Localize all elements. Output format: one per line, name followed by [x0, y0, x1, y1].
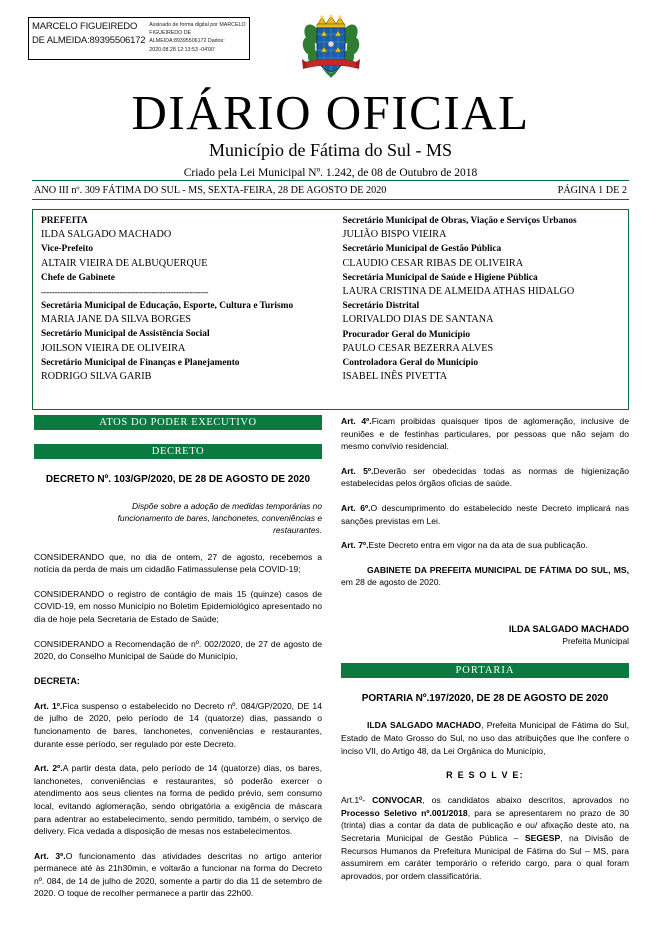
- decreto-artigo: [341, 539, 629, 552]
- decreto-considerando: CONSIDERANDO que, no dia de ontem, 27 de agosto, recebemos a notícia da perda de mais um cidadão Fatimassulense pela COVID-19;: [34, 551, 322, 575]
- section-banner-atos: ATOS DO PODER EXECUTIVO: [34, 415, 322, 430]
- gabinete-date: em 28 de agosto de 2020.: [341, 577, 441, 588]
- official-role: Chefe de Gabinete: [41, 272, 115, 283]
- signer-role: Prefeita Municipal: [562, 636, 629, 647]
- officials-box: [32, 209, 629, 410]
- decreto-artigo: [34, 700, 322, 750]
- artigo-number: Art. 1º.: [34, 700, 63, 711]
- artigo-text: O descumprimento do estabelecido neste Decreto implicará nas sanções previstas em Lei.: [341, 502, 629, 526]
- official-name: ISABEL INÊS PIVETTA: [342, 371, 448, 383]
- official-role: Secretário Municipal de Gestão Pública: [342, 244, 502, 255]
- artigo-text: , na Divisão de Recursos Humanos da Prefeitura Municipal de Fátima do Sul – MS, para assumirem em caráter temporário o referido cargo, para o qual foram aprovados, por ordem classificatória.: [341, 833, 629, 881]
- official-role: Secretária Municipal de Saúde e Higiene Pública: [342, 272, 538, 283]
- artigo-number: Art. 7º.: [341, 540, 369, 551]
- portaria-title: PORTARIA Nº.197/2020, DE 28 DE AGOSTO DE 2020: [361, 693, 609, 705]
- artigo-text: A partir desta data, pelo período de 14 (quatorze) dias, os bares, lanchonetes, conveniências e restaurantes, só poderão exercer o atendimento aos seus clientes na forma de pedido prévio, sem consumo local, evitando aglomeração, sendo obrigatória a exigência de máscara para adentrar ao estabelecimento, sendo permitido, também, o serviço de delivery. Fica vedada a disposição de mesas nos estabelecimentos.: [34, 763, 322, 837]
- masthead-subtitle: Município de Fátima do Sul - MS: [209, 140, 452, 160]
- edition-infobar: [32, 180, 629, 200]
- official-name: MARIA JANE DA SILVA BORGES: [41, 314, 192, 326]
- signer-name: ILDA SALGADO MACHADO: [508, 623, 629, 634]
- official-name: CLAUDIO CESAR RIBAS DE OLIVEIRA: [342, 257, 524, 269]
- official-role: Secretário Municipal de Assistência Social: [41, 329, 210, 340]
- artigo-text: Este Decreto entra em vigor na da ata de sua publicação.: [368, 540, 588, 551]
- official-role: PREFEITA: [41, 216, 88, 226]
- artigo-text: Ficam proibidas quaisquer tipos de aglomeração, inclusive de reuniões e de festinhas particulares, por pessoas que não sejam do mesmo convívio residencial.: [341, 416, 629, 452]
- coat-of-arms-icon: [300, 12, 362, 86]
- content-column-left: [34, 415, 322, 912]
- section-banner-decreto: DECRETO: [34, 444, 322, 459]
- decreto-considerando: CONSIDERANDO o registro de contágio de mais 15 (quinze) casos de COVID-19, em nosso Município no Boletim Epidemiológico apresentado no dia de hoje pela Secretaria de Estado de Saúde;: [34, 588, 322, 624]
- official-role: Controladora Geral do Município: [342, 358, 479, 369]
- portaria-preamble: [341, 719, 629, 757]
- portaria-preamble-text: , Prefeita Municipal de Fátima do Sul, Estado de Mato Grosso do Sul, no uso das atribuições que lhe confere o inciso VII, do Artigo 48, da Lei Orgânica do Município,: [341, 720, 629, 756]
- artigo-text: , para se apresentarem no prazo de 30 (trinta) dias a contar da data de publicação e ou/ afixação deste ato, na Secretaria Municipal de Gestão Pública –: [341, 807, 629, 843]
- official-name: JULIÃO BISPO VIEIRA: [342, 229, 447, 241]
- decreto-artigo: [341, 415, 629, 453]
- portaria-artigo: [341, 794, 629, 882]
- artigo-number: Art. 6º.: [341, 502, 371, 513]
- artigo-text: Deverão ser obedecidas todas as normas de higienização estabelecidas pelos órgãos oficias de saúde.: [341, 465, 630, 489]
- official-name: ALTAIR VIEIRA DE ALBUQUERQUE: [41, 257, 208, 269]
- decreto-ementa: Dispõe sobre a adoção de medidas temporárias no funcionamento de bares, lanchonetes, conveniências e restaurantes.: [117, 501, 322, 536]
- content-column-right: [341, 415, 629, 894]
- official-name: JOILSON VIEIRA DE OLIVEIRA: [41, 342, 186, 354]
- portaria-signer-name: ILDA SALGADO MACHADO: [367, 720, 482, 731]
- official-role: Procurador Geral do Município: [342, 329, 471, 340]
- official-name: LORIVALDO DIAS DE SANTANA: [342, 314, 494, 326]
- resolve-label: R E S O L V E:: [446, 770, 524, 781]
- decreto-gabinete: [341, 564, 629, 589]
- decreto-artigo: [341, 502, 629, 527]
- digital-signature-box: [28, 17, 250, 60]
- official-name: LAURA CRISTINA DE ALMEIDA ATHAS HIDALGO: [342, 286, 575, 298]
- official-role: Secretária Municipal de Educação, Esporte, Cultura e Turismo: [41, 301, 294, 312]
- official-role: Secretário Municipal de Finanças e Planejamento: [41, 357, 240, 368]
- processo-seletivo-reference: Processo Seletivo nº.001/2018: [341, 807, 468, 818]
- officials-column-left: [33, 210, 331, 409]
- decreto-considerando: CONSIDERANDO a Recomendação de nº. 002/2020, de 27 de agosto de 2020, do Conselho Municipal de Saúde do Município,: [34, 638, 322, 662]
- artigo-text: , os candidatos abaixo descritos, aprovados no: [422, 795, 629, 806]
- artigo-number: Art.1º-: [341, 795, 373, 806]
- officials-column-right: [331, 210, 629, 409]
- official-name: ILDA SALGADO MACHADO: [41, 229, 172, 241]
- signature-metadata: Assinado de forma digital por MARCELO FIGUEIREDO DE ALMEIDA:89395506172 Dados: 2020.08.28 12:13:53 -04'00': [149, 22, 246, 53]
- official-name: RODRIGO SILVA GARIB: [41, 371, 152, 383]
- artigo-number: Art. 5º.: [341, 465, 374, 476]
- page-number-label: PÁGINA 1 DE 2: [557, 184, 627, 196]
- decreto-artigo: [34, 762, 322, 838]
- decreto-title: DECRETO Nº. 103/GP/2020, DE 28 DE AGOSTO DE 2020: [45, 474, 311, 485]
- convocar-keyword: CONVOCAR: [372, 795, 423, 806]
- gabinete-heading: GABINETE DA PREFEITA MUNICIPAL DE FÁTIMA DO SUL, MS,: [367, 564, 629, 575]
- signature-certificate-name: MARCELO FIGUEIREDO DE ALMEIDA:89395506172: [32, 21, 146, 46]
- decreto-artigo: [34, 850, 322, 900]
- artigo-number: Art. 2º.: [34, 763, 63, 774]
- artigo-text: O funcionamento das atividades descritas no artigo anterior permanece até às 21h30min, e voltarão a funcionar na forma do Decreto nº. 084, de 14 de julho de 2020, somente a partir do dia 11 de setembro de 2020. O toque de recolher permanece a partir das 22h00.: [34, 850, 322, 899]
- official-role: Secretário Municipal de Obras, Viação e Serviços Urbanos: [342, 216, 577, 226]
- section-banner-portaria: PORTARIA: [341, 663, 629, 678]
- official-role: Vice-Prefeito: [41, 244, 94, 255]
- artigo-number: Art. 4º.: [341, 416, 372, 426]
- decreta-label: DECRETA:: [34, 675, 80, 686]
- masthead: [0, 85, 661, 181]
- page-title: DIÁRIO OFICIAL: [131, 85, 530, 140]
- decreto-artigo: [341, 465, 629, 490]
- decreto-signature-block: [341, 623, 629, 648]
- official-role: Secretário Distrital: [342, 301, 420, 312]
- edition-info-left: ANO III nº. 309 FÁTIMA DO SUL - MS, SEXTA-FEIRA, 28 DE AGOSTO DE 2020: [34, 184, 387, 196]
- segesp-acronym: SEGESP: [524, 833, 561, 843]
- official-name: PAULO CESAR BEZERRA ALVES: [342, 342, 494, 354]
- artigo-text: Fica suspenso o estabelecido no Decreto nº. 084/GP/2020, DE 14 de julho de 2020, pelo período de 14 (quatorze) dias, passando o funcionamento de bares, lanchonetes, conveniências e restaurantes, durante esse período, ser regulado por este Decreto.: [34, 700, 322, 749]
- artigo-number: Art. 3º.: [34, 850, 66, 861]
- officials-separator: --------------------------------------------------------------: [41, 287, 209, 298]
- masthead-law-reference: Criado pela Lei Municipal Nº. 1.242, de 08 de Outubro de 2018: [183, 167, 478, 179]
